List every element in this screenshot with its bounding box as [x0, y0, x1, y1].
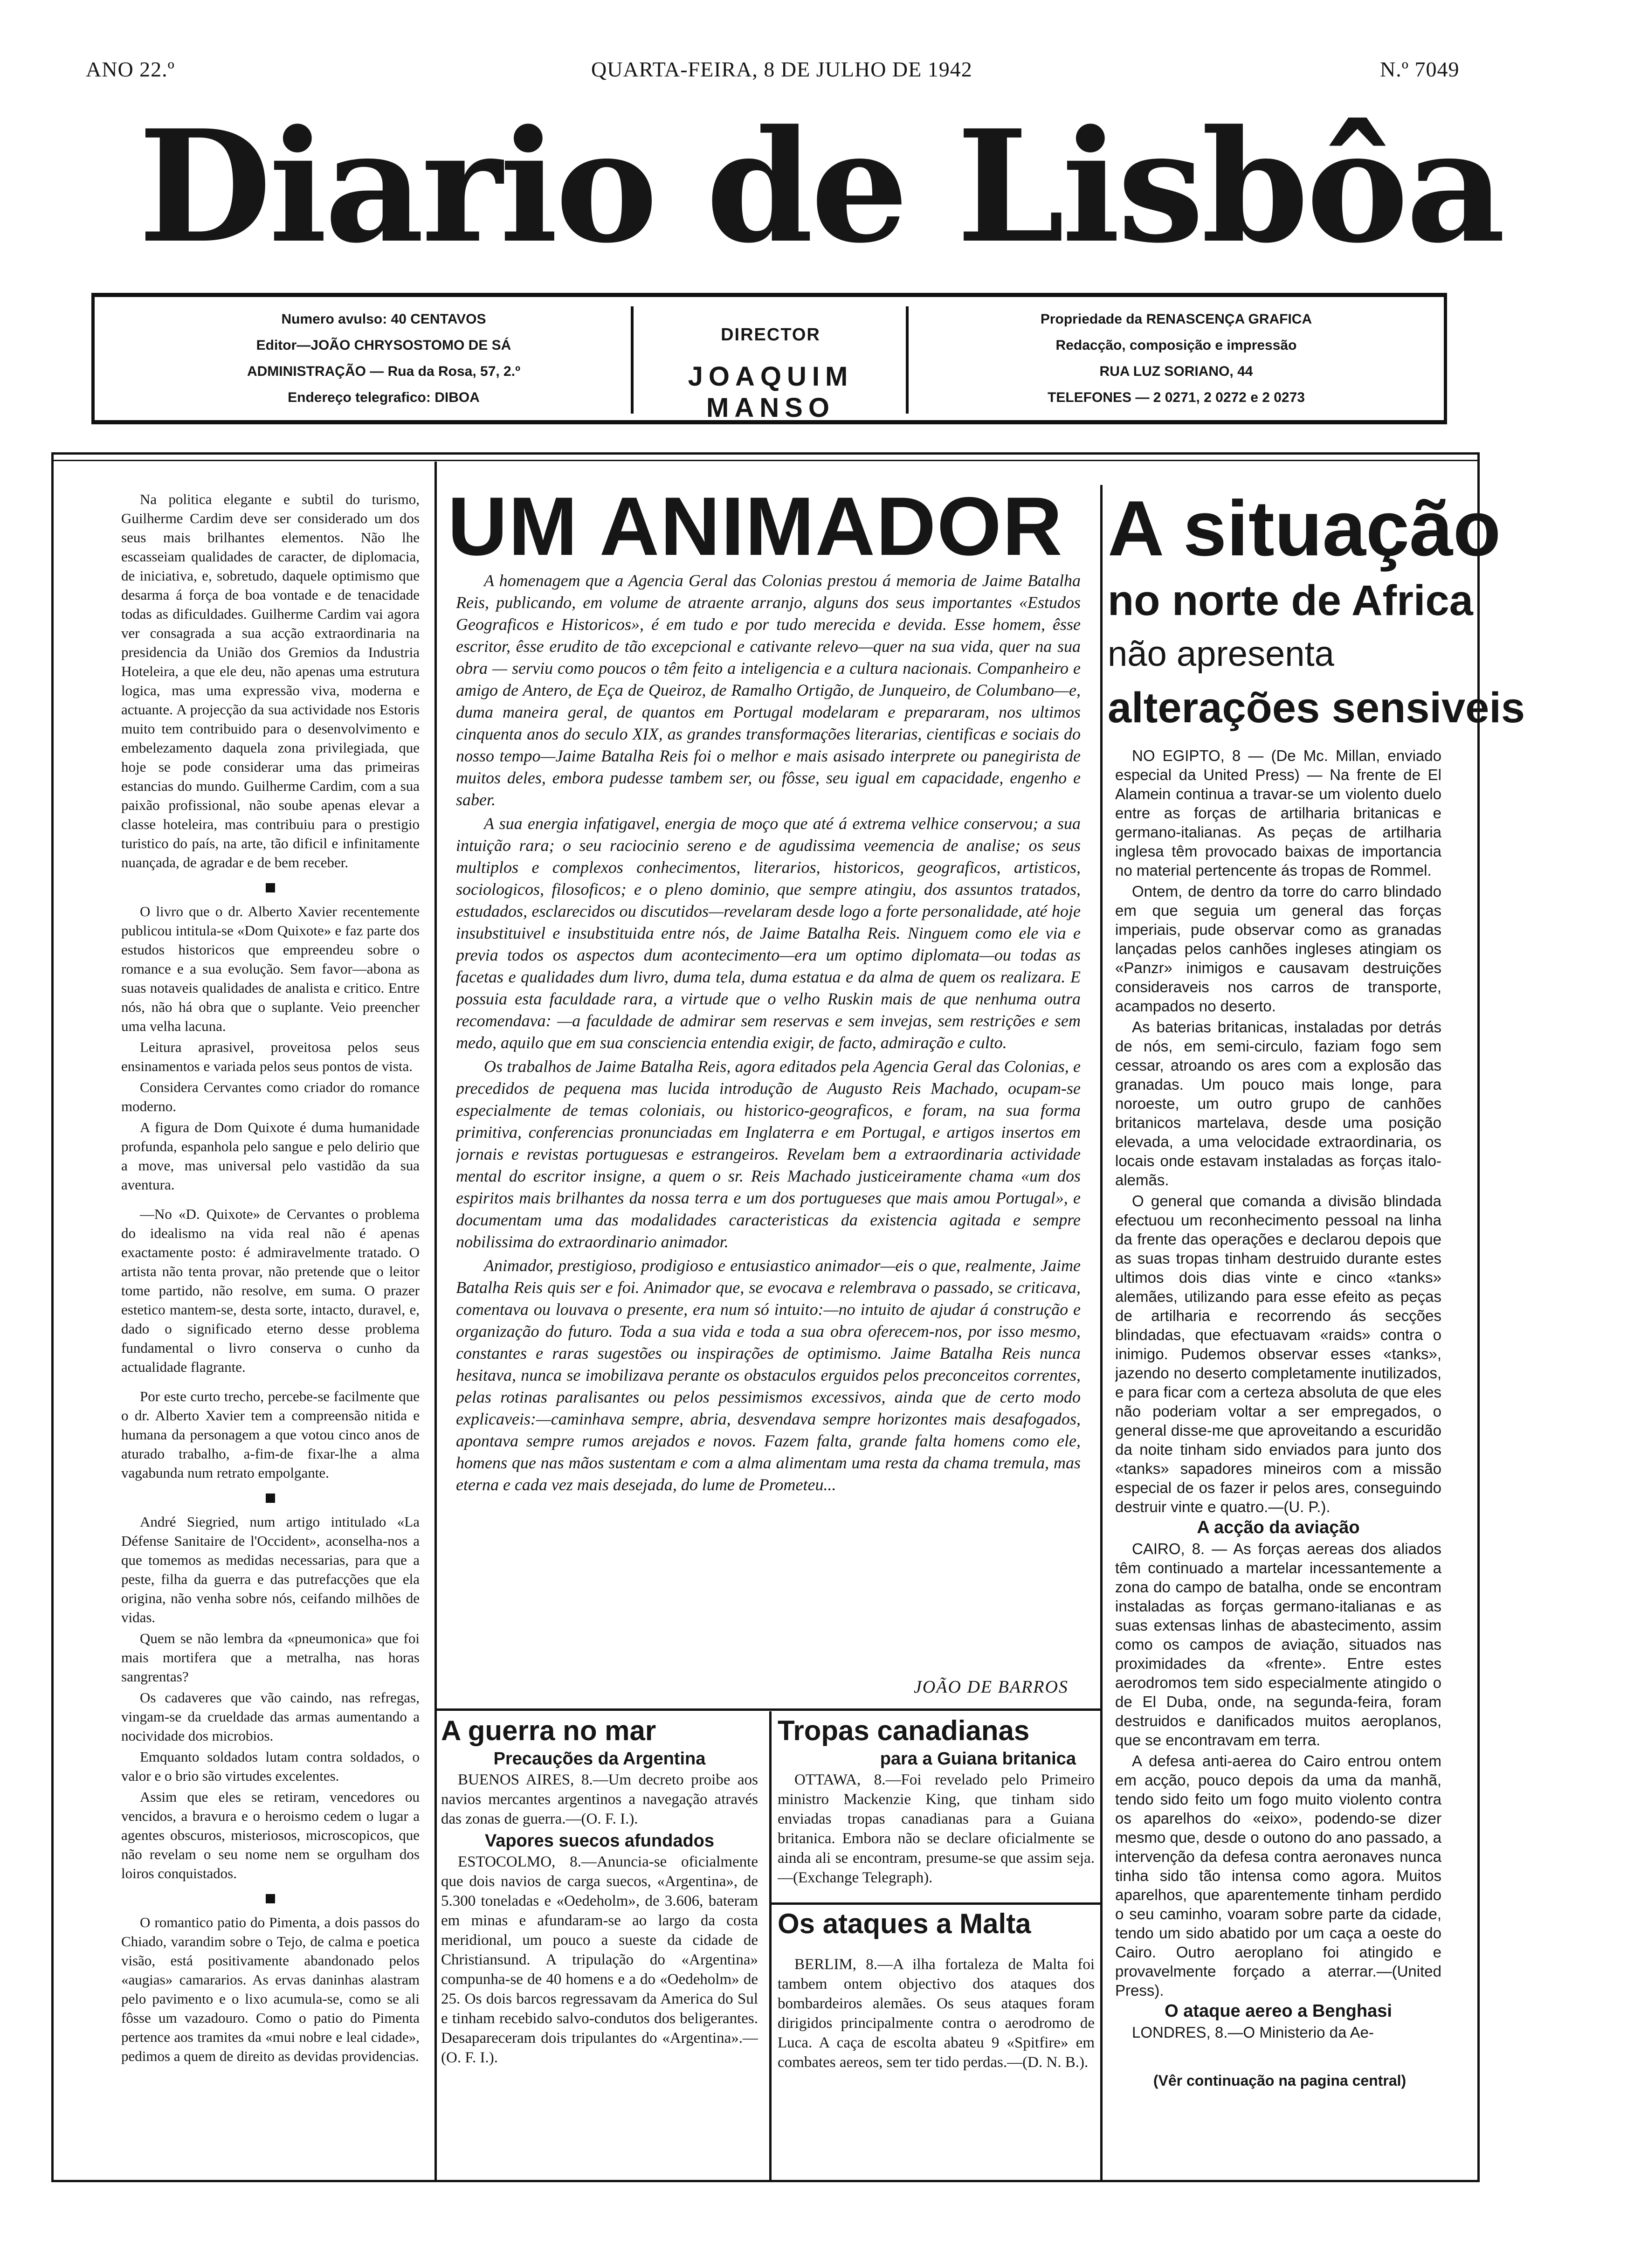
info-right: [920, 306, 1433, 411]
right-paragraph: Ontem, de dentro da torre do carro blindado em que seguia um general das forças imperiais, pude observar como as granadas lançadas pelos canhões ingleses atingiam os «Panzr» inimigos e causavam destruições consideraveis nos carros de transporte, acampados no deserto.: [1115, 883, 1441, 1015]
guerra-title: A guerra no mar: [441, 1715, 656, 1746]
property-line: Propriedade da RENASCENÇA GRAFICA: [1040, 311, 1312, 327]
malta-title: Os ataques a Malta: [778, 1908, 1031, 1939]
editor-line: Editor—JOÃO CHRYSOSTOMO DE SÁ: [256, 338, 511, 353]
left-paragraph: Os cadaveres que vão caindo, nas refregas, vingam-se da crueldade das armas aumentando a nocividade dos microbios.: [121, 1689, 420, 1744]
headline-line: alterações sensiveis: [1108, 684, 1525, 732]
guerra-text: ESTOCOLMO, 8.—Anuncia-se oficialmente que dois navios de carga suecos, «Argentina», de 5.300 toneladas e «Oedeholm», de 3.606, bateram em minas e afundaram-se ao largo da costa meridional, um pouco a sueste da cidade de Christiansund. A tripulação do «Argentina» compunha-se de 40 homens e a do «Oedeholm» de 25. Os dois barcos regressavam da America do Sul e tinham recebido salvo-condutos dos beligerantes. Desapareceram dois tripulantes do «Argentina».—(O. F. I.).: [441, 1853, 758, 2066]
left-paragraph: —No «D. Quixote» de Cervantes o problema do idealismo na vida real não é apenas exactamente posto: é admiravelmente tratado. O artista não tenta provar, não pretende que o leitor tome partido, não resolve, em suma. O prazer estetico mantem-se, desta sorte, intacto, duravel, e, dado o significado eterno desse problema fundamental o livro conserva o cunho da actualidade flagrante.: [121, 1206, 420, 1375]
right-article-body: [1115, 746, 1441, 2084]
tropas-article: [778, 1714, 1095, 1901]
tropas-title: Tropas canadianas: [778, 1715, 1030, 1746]
price-line: Numero avulso: 40 CENTAVOS: [281, 311, 486, 327]
info-director: [649, 306, 892, 423]
left-paragraph: Por este curto trecho, percebe-se facilmente que o dr. Alberto Xavier tem a compreensão nitida e humana da personagem a que votou cinco anos de aturado trabalho, a-fim-de fixar-lhe a alma vagabunda num retrato empolgante.: [121, 1388, 420, 1481]
administration-line: ADMINISTRAÇÃO — Rua da Rosa, 57, 2.º: [247, 364, 521, 379]
info-left: [151, 306, 617, 411]
rule-lower-boxes: [769, 1711, 772, 2182]
rule-center-right: [1100, 485, 1103, 2182]
bullet-icon: [266, 1494, 275, 1503]
issue-number: N.º 7049: [1380, 57, 1460, 81]
right-subheading: A acção da aviação: [1197, 1518, 1360, 1537]
bullet-icon: [266, 1894, 275, 1903]
left-paragraph: Na politica elegante e subtil do turismo, Guilherme Cardim deve ser considerado um dos seus mais brilhantes elementos. Não lhe escasseiam qualidades de caracter, de diplomacia, de iniciativa, e, sobretudo, daquele optimismo que desarma á força de boa vontade e de tenacidade todas as dificuldades. Guilherme Cardim vai agora ver consagrada a sua acção extraordinaria na presidencia da União dos Gremios da Industria Hoteleira, a que ele deu, não apenas uma estrutura logica, mas uma expressão viva, moderna e actuante. A projecção da sua actividade nos Estoris muito tem contribuido para o desenvolvimento e embelezamento daquela zona privilegiada, que hoje se pode considerar uma das primeiras estancias do mundo. Guilherme Cardim, com a sua paixão profissional, não soube apenas elevar a classe hoteleira, mas contribuiu para o prestigio turistico do país, na arte, tão dificil e infinitamente nuançada, de agradar e de bem receber.: [121, 491, 420, 871]
left-paragraph: O livro que o dr. Alberto Xavier recentemente publicou intitula-se «Dom Quixote» e faz parte dos estudos historicos que empreendeu sobre o romance e a sua evolução. Sem favor—abona as suas notaveis qualidades de analista e critico. Entre nós, não há obra que o suplante. Veio preencher uma velha lacuna.: [121, 903, 420, 1034]
center-paragraph: Os trabalhos de Jaime Batalha Reis, agora editados pela Agencia Geral das Colonias, e precedidos de pequena mas lucida introdução de Augusto Reis Machado, ocupam-se especialmente de temas coloniais, ou historico-geograficos, e foram, na sua forma primitiva, conferencias pronunciadas em Inglaterra e em Portugal, e artigos insertos em jornais e revistas portuguesas e estrangeiros. Revelam bem a extraordinaria actividade mental do escritor insigne, a quem o sr. Reis Machado justiceiramente chama «um dos espiritos mais brilhantes da nossa terra e um dos portugueses que mais amou Portugal», e documentam uma das modalidades caracteristicas da existencia agitada e sempre nobilissima do extraordinario animador.: [456, 1057, 1081, 1251]
issue-date: QUARTA-FEIRA, 8 DE JULHO DE 1942: [591, 57, 972, 81]
malta-article: [778, 1907, 1095, 2089]
left-paragraph: Assim que eles se retiram, vencedores ou vencidos, a bravura e o heroismo cedem o lugar a agentes obscuros, misteriosos, microscopicos, que não revelam o seu nome nem se orgulham dos loiros conquistados.: [121, 1789, 420, 1881]
continuation-note: (Vêr continuação na pagina central): [1153, 2072, 1407, 2089]
center-paragraph: A sua energia infatigavel, energia de moço que até á extrema velhice conservou; a sua intuição rara; o seu raciocinio sereno e de agudissima veemencia de analise; os seus multiplos e complexos conhecimentos, literarios, historicos, geograficos, artisticos, sociologicos, filosoficos; e o pleno dominio, que sempre atingiu, dos assuntos tratados, estudados, esclarecidos ou discutidos—revelaram desde logo a forte personalidade, até hoje insubstituivel e insubstituida entre nós, de Jaime Batalha Reis. Ninguem como ele via e previa todos os aspectos dum acontecimento—era um optimo diplomata—ou todas as facetas e qualidades dum livro, duma tela, duma estatua e da alma de quem os realizara. E possuia esta faculdade rara, a virtude que o velho Ruskin mais de que nenhuma outra recomendava: —a faculdade de admirar sem reservas e sem invejas, sem restrições e sem medo, aquilo que em sua consciencia entendia exigir, de facto, admiração e culto.: [456, 814, 1081, 1052]
guerra-subtitle: Vapores suecos afundados: [484, 1831, 715, 1851]
rule-left-center: [434, 462, 437, 2182]
headline-line: não apresenta: [1108, 634, 1334, 674]
left-paragraph: Leitura aprasivel, proveitosa pelos seus ensinamentos e variada pelos seus pontos de vista.: [121, 1039, 420, 1074]
left-column: [121, 490, 420, 2150]
left-paragraph: André Siegried, num artigo intitulado «La Défense Sanitaire de l'Occident», aconselha-nos a que tomemos as medidas necessarias, para que a peste, filha da guerra e das putrefacções que ela origina, não venha sobre nós, ceifando milhões de vidas.: [121, 1514, 420, 1625]
left-paragraph: Emquanto soldados lutam contra soldados, o valor e o brio são virtudes excelentes.: [121, 1749, 420, 1784]
right-paragraph: As baterias britanicas, instaladas por detrás de nós, em semi-circulo, faziam fogo sem cessar, atroando os ares com a explosão das granadas. Um pouco mais longe, para noroeste, um outro grupo de canhões britanicos martelava, desde uma posição elevada, a uma velocidade extraordinaria, os locais onde estavam instaladas as forças italo-alemãs.: [1115, 1018, 1441, 1189]
right-paragraph: O general que comanda a divisão blindada efectuou um reconhecimento pessoal na linha da frente das operações e declarou depois que as suas tropas tinham destruido durante estes ultimos dois dias vinte e cinco «tanks» alemães, utilizando para esse efeito as peças de artilharia e recorrendo ás secções blindadas, que efectuavam «raids» contra o inimigo. Pudemos observar esses «tanks», jazendo no deserto completamente inutilizados, e para ficar com a certeza absoluta de que eles não poderiam voltar a ser empregados, o general disse-me que aproveitando a escuridão da noite tinham sido enviados para junto dos «tanks» sapadores mineiros com a missão especial de os fazer ir pelos ares, conseguindo destruir vinte e quatro.—(U. P.).: [1115, 1192, 1441, 1515]
center-paragraph: Animador, prestigioso, prodigioso e entusiastico animador—eis o que, realmente, Jaime Batalha Reis quis ser e foi. Animador que, se evocava e relembrava o passado, se criticava, comentava ou louvava o presente, era num só intuito:—no intuito de ajudar á construção e organização do futuro. Toda a sua vida e toda a sua obra oferecem-nos, por isso mesmo, constantes e raras sugestões ou inspirações de optimismo. Jaime Batalha Reis nunca hesitava, nunca se imobilizava perante os obstaculos erguidos pelos preconceitos correntes, pelas rotinas paralisantes ou pelos pessimismos excessivos, ainda que de certo modo explicaveis:—caminhava sempre, abria, desvendava sempre horizontes mais desafogados, apontava sempre rumos arejados e novos. Fazem falta, grande falta homens como ele, homens que nas mãos sustentam e com a alma alimentam uma resta da chama tremula, mas eterna e cada vez mais desejada, do lume de Prometeu...: [456, 1256, 1081, 1494]
info-divider-left: [631, 306, 634, 414]
center-article-author: JOÃO DE BARROS: [914, 1677, 1069, 1697]
guerra-article: [441, 1714, 758, 2087]
center-article-body: [456, 570, 1081, 1675]
address-line: RUA LUZ SORIANO, 44: [1099, 364, 1253, 379]
bullet-icon: [266, 883, 275, 892]
malta-text: BERLIM, 8.—A ilha fortaleza de Malta foi tambem ontem objectivo dos ataques dos bombardeiros alemães. Os seus ataques foram dirigidos principalmente contra o aerodromo de Luca. A caça de escolta abateu 9 «Spitfire» em combates aereos, sem ter tido perdas.—(D. N. B.).: [778, 1956, 1095, 2071]
telegraph-line: Endereço telegrafico: DIBOA: [288, 390, 480, 405]
director-name: JOAQUIM MANSO: [688, 361, 854, 423]
right-subheading: O ataque aereo a Benghasi: [1165, 2001, 1392, 2021]
info-divider-right: [906, 306, 909, 414]
right-paragraph: NO EGIPTO, 8 — (De Mc. Millan, enviado especial da United Press) — Na frente de El Alamein continua a travar-se um violento duelo entre as forças de artilharia britanicas e germano-italianas. As peças de artilharia inglesa têm provocado baixas de importancia no material pertencente ás tropas de Rommel.: [1115, 747, 1441, 879]
left-paragraph: A figura de Dom Quixote é duma humanidade profunda, espanhola pelo sangue e pelo delirio que a move, mas universal pelo vastidão da sua aventura.: [121, 1119, 420, 1193]
guerra-subtitle: Precauções da Argentina: [493, 1749, 706, 1769]
rule-tropas-malta: [769, 1902, 1101, 1905]
headline-line: no norte de Africa: [1108, 577, 1473, 624]
center-article-title: UM ANIMADOR: [448, 480, 1063, 573]
left-paragraph: Quem se não lembra da «pneumonica» que foi mais mortifera que a metralha, nas horas sangrentas?: [121, 1630, 420, 1685]
masthead-title: Diario de Lisbôa: [138, 96, 1503, 277]
left-paragraph: Considera Cervantes como criador do romance moderno.: [121, 1079, 420, 1114]
headline-line: A situação: [1108, 484, 1501, 572]
issue-year: ANO 22.º: [86, 57, 175, 81]
info-box: [91, 293, 1447, 424]
guerra-text: BUENOS AIRES, 8.—Um decreto proibe aos navios mercantes argentinos a navegação através das zonas de guerra.—(O. F. I.).: [441, 1771, 758, 1827]
rule-under-center: [434, 1708, 1101, 1711]
right-paragraph: CAIRO, 8. — As forças aereas dos aliados têm continuado a martelar incessantemente a zona do campo de batalha, onde se encontram instaladas as forças germano-italianas e as suas extensas linhas de abastecimento, assim como os campos de aviação, situados nas proximidades da «frente». Entre estes aerodromos tem sido especialmente atingido o de El Duba, onde, na segunda-feira, foram destruidos e danificados muitos aeroplanos, que se encontravam em terra.: [1115, 1540, 1441, 1749]
tropas-text: OTTAWA, 8.—Foi revelado pelo Primeiro ministro Mackenzie King, que tinham sido enviadas tropas canadianas para a Guiana britanica. Embora não se declare oficialmente se ainda ali se encontram, presume-se que assim seja.—(Exchange Telegraph).: [778, 1771, 1095, 1886]
right-paragraph: LONDRES, 8.—O Ministerio da Ae-: [1132, 2024, 1374, 2041]
phones-line: TELEFONES — 2 0271, 2 0272 e 2 0273: [1048, 390, 1305, 405]
right-paragraph: A defesa anti-aerea do Cairo entrou ontem em acção, pouco depois da uma da manhã, tendo sido feito um fogo muito violento contra os aparelhos do «eixo», podendo-se dizer mesmo que, desde o outono do ano passado, a intervenção da defesa contra aeronaves nunca tinha sido tão intensa como agora. Muitos aparelhos, que aparentemente tinham perdido o seu caminho, voaram sobre parte da cidade, tendo um sido abatido por um caça a oeste do Cairo. Outro aeroplano foi atingido e provavelmente forçado a aterrar.—(United Press).: [1115, 1752, 1441, 1999]
frame-double-rule: [51, 460, 1480, 461]
director-label: DIRECTOR: [721, 325, 820, 345]
right-article-headline: [1108, 484, 1525, 736]
center-paragraph: A homenagem que a Agencia Geral das Colonias prestou á memoria de Jaime Batalha Reis, publicando, em volume de atraente arranjo, alguns dos seus importantes «Estudos Geograficos e Historicos», é em tudo e por tudo merecida e devida. Esse homem, êsse escritor, êsse erudito de tão excepcional e cativante relevo—quer na sua vida, quer na sua obra — serviu como poucos o têm feito a inteligencia e a cultura nacionais. Companheiro e amigo de Antero, de Eça de Queiroz, de Ramalho Ortigão, de Junqueiro, de Columbano—e, duma maneira geral, de quantos em Portugal modelaram e prepararam, nos ultimos cinquenta anos do seculo XIX, as grandes transformações literarias, cientificas e sociais do nosso tempo—Jaime Batalha Reis foi o melhor e mais asisado interprete ou panegirista de muitos deles, embora pudesse tambem ser, ou fôsse, seu igual em capacidade, engenho e saber.: [456, 571, 1081, 809]
tropas-subtitle: para a Guiana britanica: [880, 1749, 1076, 1769]
redaction-line: Redacção, composição e impressão: [1055, 338, 1297, 353]
left-paragraph: O romantico patio do Pimenta, a dois passos do Chiado, varandim sobre o Tejo, de calma e poetica visão, está positivamente abandonado pelos «augias» camararios. As ervas daninhas alastram pelo pavimento e o lixo acumula-se, como se ali fôsse um vazadouro. Como o patio do Pimenta pertence aos tramites da «mui nobre e leal cidade», pedimos a quem de direito as devidas providencias.: [121, 1914, 420, 2064]
